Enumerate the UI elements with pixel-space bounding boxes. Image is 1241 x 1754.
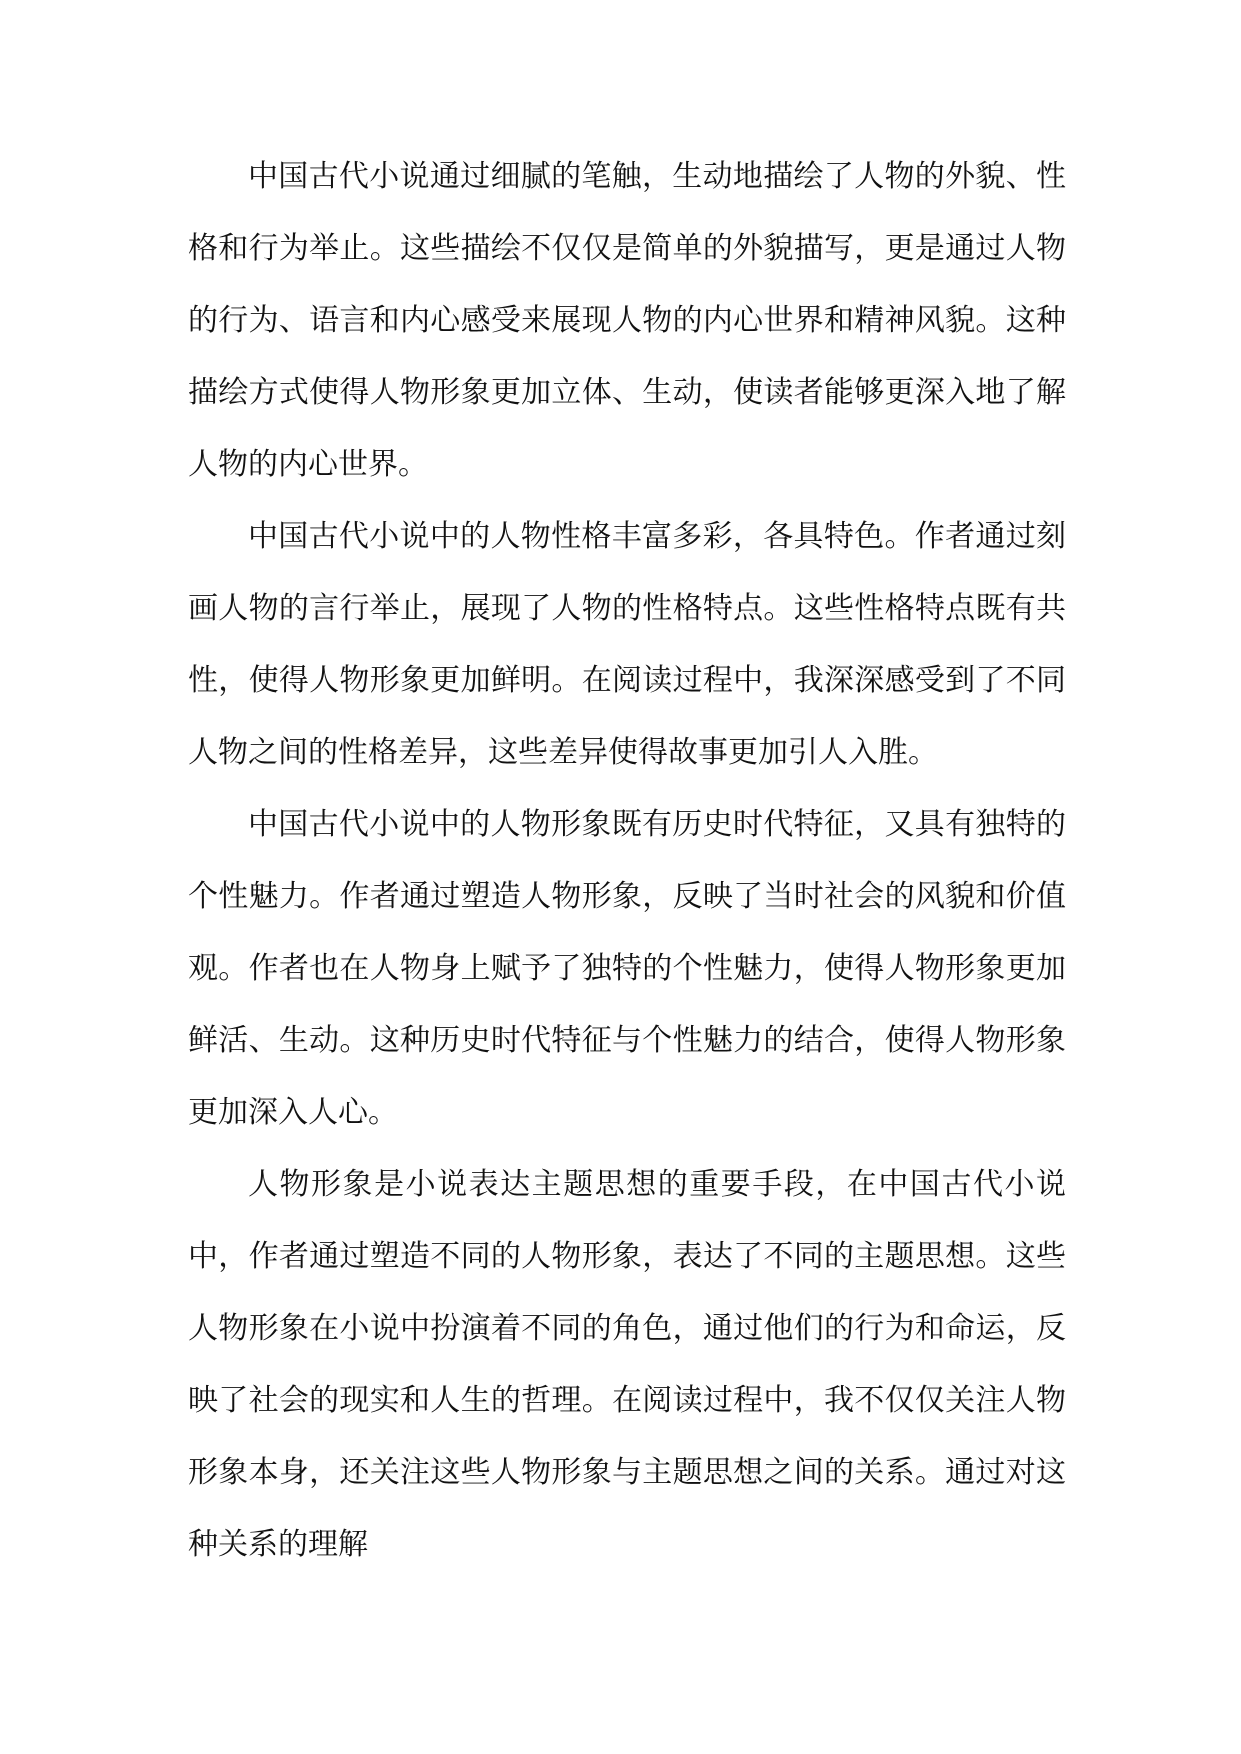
paragraph-1: 中国古代小说通过细腻的笔触，生动地描绘了人物的外貌、性格和行为举止。这些描绘不仅仅是简单的外貌描写，更是通过人物的行为、语言和内心感受来展现人物的内心世界和精神风貌。这种描绘方式使得人物形象更加立体、生动，使读者能够更深入地了解人物的内心世界。 bbox=[188, 159, 1066, 482]
paragraph-2: 中国古代小说中的人物性格丰富多彩，各具特色。作者通过刻画人物的言行举止，展现了人物的性格特点。这些性格特点既有共性，使得人物形象更加鲜明。在阅读过程中，我深深感受到了不同人物之间的性格差异，这些差异使得故事更加引人入胜。 bbox=[188, 519, 1066, 770]
paragraph-3: 中国古代小说中的人物形象既有历史时代特征，又具有独特的个性魅力。作者通过塑造人物形象，反映了当时社会的风貌和价值观。作者也在人物身上赋予了独特的个性魅力，使得人物形象更加鲜活、生动。这种历史时代特征与个性魅力的结合，使得人物形象更加深入人心。 bbox=[188, 807, 1066, 1130]
paragraph-4: 人物形象是小说表达主题思想的重要手段，在中国古代小说中，作者通过塑造不同的人物形象，表达了不同的主题思想。这些人物形象在小说中扮演着不同的角色，通过他们的行为和命运，反映了社会的现实和人生的哲理。在阅读过程中，我不仅仅关注人物形象本身，还关注这些人物形象与主题思想之间的关系。通过对这种关系的理解 bbox=[188, 1167, 1066, 1562]
document-body bbox=[188, 141, 1066, 1581]
